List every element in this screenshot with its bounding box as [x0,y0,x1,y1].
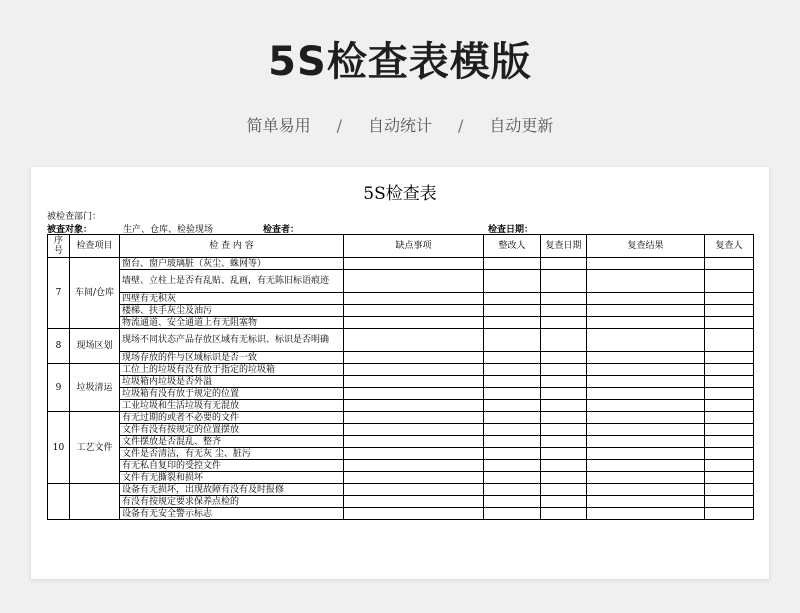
empty-cell[interactable] [541,329,587,352]
empty-cell[interactable] [587,496,705,508]
empty-cell[interactable] [484,400,541,412]
empty-cell[interactable] [484,364,541,376]
content-cell: 工业垃圾和生活垃圾有无混放 [120,400,344,412]
empty-cell[interactable] [541,364,587,376]
content-cell: 现场存放的件与区域标识是否一致 [120,352,344,364]
seq-cell: 9 [48,364,70,412]
table-row [48,412,754,424]
col-rechecker: 复查人 [705,235,754,258]
content-cell: 文件是否清洁，有无灰 尘、脏污 [120,448,344,460]
col-item: 检查项目 [70,235,120,258]
empty-cell[interactable] [587,436,705,448]
empty-cell[interactable] [484,376,541,388]
tagline-easy: 简单易用 [246,116,311,135]
empty-cell[interactable] [587,305,705,317]
empty-cell[interactable] [484,388,541,400]
empty-cell[interactable] [344,448,484,460]
table-row [48,508,754,520]
inspection-table [47,234,754,520]
empty-cell[interactable] [587,270,705,293]
header-row [48,235,754,258]
empty-cell[interactable] [587,448,705,460]
empty-cell[interactable] [541,448,587,460]
empty-cell[interactable] [541,412,587,424]
empty-cell[interactable] [541,460,587,472]
empty-cell[interactable] [541,388,587,400]
empty-cell[interactable] [705,258,754,270]
empty-cell[interactable] [705,412,754,424]
empty-cell[interactable] [705,388,754,400]
col-recheck-result: 复查结果 [587,235,705,258]
table-row [48,258,754,270]
object-value: 生产、仓库、检验现场 [123,225,214,235]
empty-cell[interactable] [541,508,587,520]
empty-cell[interactable] [344,329,484,352]
empty-cell[interactable] [587,460,705,472]
empty-cell[interactable] [587,364,705,376]
empty-cell[interactable] [344,270,484,293]
content-cell: 楼梯、扶手灰尘及油污 [120,305,344,317]
empty-cell[interactable] [344,352,484,364]
empty-cell[interactable] [705,472,754,484]
empty-cell[interactable] [587,400,705,412]
dept-label: 被检查部门： [47,212,102,222]
empty-cell[interactable] [587,508,705,520]
content-cell: 文件有没有按规定的位置摆放 [120,424,344,436]
table-row [48,472,754,484]
empty-cell[interactable] [484,496,541,508]
table-row [48,400,754,412]
empty-cell[interactable] [705,364,754,376]
tagline-bar [0,113,800,136]
seq-cell [48,484,70,520]
empty-cell[interactable] [587,424,705,436]
empty-cell[interactable] [484,293,541,305]
empty-cell[interactable] [484,484,541,496]
col-rectifier: 整改人 [484,235,541,258]
empty-cell[interactable] [705,376,754,388]
table-row [48,496,754,508]
empty-cell[interactable] [344,460,484,472]
empty-cell[interactable] [705,436,754,448]
empty-cell[interactable] [344,293,484,305]
empty-cell[interactable] [587,329,705,352]
empty-cell[interactable] [541,352,587,364]
empty-cell[interactable] [705,508,754,520]
content-cell: 四壁有无积灰 [120,293,344,305]
table-row [48,484,754,496]
page-title: 5S检查表模版 [268,39,532,85]
empty-cell[interactable] [587,412,705,424]
empty-cell[interactable] [484,460,541,472]
empty-cell[interactable] [484,508,541,520]
tagline-auto-stats: 自动统计 [367,116,432,135]
empty-cell[interactable] [484,472,541,484]
empty-cell[interactable] [344,412,484,424]
empty-cell[interactable] [344,508,484,520]
col-defect: 缺点事项 [344,235,484,258]
empty-cell[interactable] [541,258,587,270]
tagline-auto-update: 自动更新 [489,116,554,135]
empty-cell[interactable] [344,305,484,317]
empty-cell[interactable] [705,460,754,472]
empty-cell[interactable] [705,424,754,436]
empty-cell[interactable] [484,412,541,424]
table-row [48,305,754,317]
document-title: 5S检查表 [363,184,437,204]
tagline-separator: / [336,116,342,135]
empty-cell[interactable] [705,317,754,329]
category-cell: 车间/仓库 [70,258,120,329]
empty-cell[interactable] [344,364,484,376]
empty-cell[interactable] [541,317,587,329]
content-cell: 垃圾箱内垃圾是否外溢 [120,376,344,388]
spreadsheet-preview [31,167,769,579]
empty-cell[interactable] [705,305,754,317]
content-cell: 有没有按规定要求保养点检的 [120,496,344,508]
content-cell: 文件摆放是否混乱、整齐 [120,436,344,448]
content-cell: 窗台、窗户玻璃脏（灰尘、蛛网等） [120,258,344,270]
empty-cell[interactable] [587,258,705,270]
table-row [48,329,754,352]
empty-cell[interactable] [344,376,484,388]
empty-cell[interactable] [344,472,484,484]
empty-cell[interactable] [587,352,705,364]
empty-cell[interactable] [587,472,705,484]
empty-cell[interactable] [484,352,541,364]
empty-cell[interactable] [705,484,754,496]
content-cell: 设备有无安全警示标志 [120,508,344,520]
content-cell: 现场不同状态产品存放区域有无标识、标识是否明确 [120,329,344,352]
content-cell: 垃圾箱有没有放于规定的位置 [120,388,344,400]
empty-cell[interactable] [484,436,541,448]
empty-cell[interactable] [344,496,484,508]
empty-cell[interactable] [344,436,484,448]
content-cell: 有无私自复印的受控文件 [120,460,344,472]
empty-cell[interactable] [705,496,754,508]
content-cell: 有无过期的或者不必要的文件 [120,412,344,424]
table-row [48,388,754,400]
empty-cell[interactable] [541,270,587,293]
empty-cell[interactable] [705,329,754,352]
seq-cell: 8 [48,329,70,364]
table-row [48,424,754,436]
empty-cell[interactable] [587,376,705,388]
table-row [48,376,754,388]
empty-cell[interactable] [541,376,587,388]
col-seq: 序号 [48,235,70,258]
table-row [48,317,754,329]
object-label: 被查对象： [47,225,93,235]
date-label: 检查日期： [488,225,534,235]
empty-cell[interactable] [344,484,484,496]
category-cell: 垃圾清运 [70,364,120,412]
table-body [48,258,754,520]
empty-cell[interactable] [705,352,754,364]
col-recheck-date: 复查日期 [541,235,587,258]
content-cell: 文件有无撕裂和损坏 [120,472,344,484]
seq-cell: 10 [48,412,70,484]
empty-cell[interactable] [344,317,484,329]
table-row [48,364,754,376]
empty-cell[interactable] [541,472,587,484]
category-cell: 现场区划 [70,329,120,364]
empty-cell[interactable] [344,388,484,400]
col-content: 检 查 内 容 [120,235,344,258]
empty-cell[interactable] [541,424,587,436]
empty-cell[interactable] [484,258,541,270]
empty-cell[interactable] [484,305,541,317]
category-cell: 工艺文件 [70,412,120,484]
empty-cell[interactable] [344,258,484,270]
content-cell: 物流通道、安全通道上有无阻塞物 [120,317,344,329]
empty-cell[interactable] [587,317,705,329]
empty-cell[interactable] [705,270,754,293]
empty-cell[interactable] [541,293,587,305]
category-cell [70,484,120,520]
empty-cell[interactable] [587,293,705,305]
table-row [48,460,754,472]
table-row [48,293,754,305]
empty-cell[interactable] [705,448,754,460]
empty-cell[interactable] [541,305,587,317]
empty-cell[interactable] [541,484,587,496]
empty-cell[interactable] [541,400,587,412]
empty-cell[interactable] [705,400,754,412]
empty-cell[interactable] [484,270,541,293]
empty-cell[interactable] [344,424,484,436]
empty-cell[interactable] [484,329,541,352]
table-row [48,448,754,460]
empty-cell[interactable] [484,317,541,329]
empty-cell[interactable] [541,436,587,448]
empty-cell[interactable] [587,388,705,400]
inspector-label: 检查者： [263,225,300,235]
content-cell: 工位上的垃圾有没有放于指定的垃圾箱 [120,364,344,376]
empty-cell[interactable] [484,448,541,460]
empty-cell[interactable] [344,400,484,412]
table-row [48,436,754,448]
empty-cell[interactable] [705,293,754,305]
empty-cell[interactable] [587,484,705,496]
seq-cell: 7 [48,258,70,329]
table-row [48,352,754,364]
content-cell: 墙壁、立柱上是否有乱贴、乱画，有无陈旧标语痕迹 [120,270,344,293]
empty-cell[interactable] [484,424,541,436]
table-row [48,270,754,293]
empty-cell[interactable] [541,496,587,508]
tagline-separator: / [458,116,464,135]
content-cell: 设备有无损坏，出现故障有没有及时报修 [120,484,344,496]
